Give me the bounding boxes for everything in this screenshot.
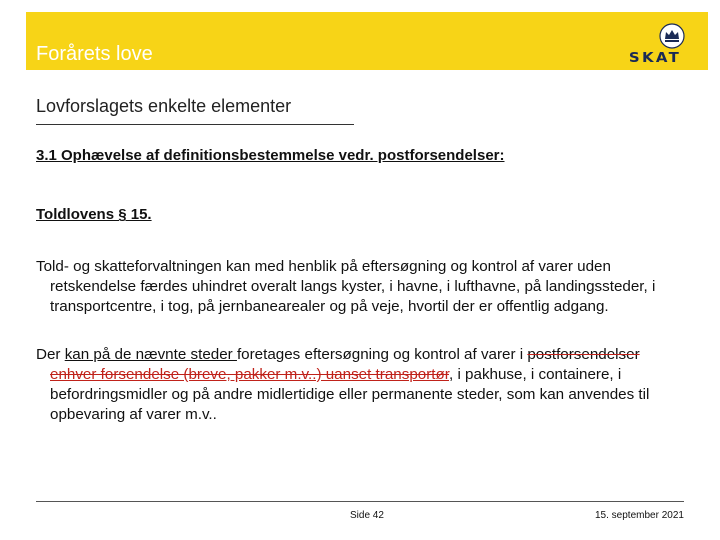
header-banner (26, 12, 708, 70)
paragraph-2-deleted-text: postforsendelser (527, 346, 640, 363)
paragraph-1: Told- og skatteforvaltningen kan med henblik på eftersøgning og kontrol af varer uden retskendelse færdes uhindret overalt langs kyster, i havne, i lufthavne, på landingssteder, i transportcentre, i tog, på jernbanearealer og på veje, hvortil der er offentlig adgang. (36, 258, 656, 315)
paragraph-2 (36, 345, 686, 425)
paragraph-2-text: pakhuse, i containere, i befordringsmidler og på andre midlertidige eller permanente steder, som kan anvendes til opbevaring af varer m.v.. (50, 366, 650, 423)
paragraph-2-text: foretages eftersøgning og kontrol af varer i (236, 346, 528, 363)
page-number: Side 42 (350, 510, 384, 521)
slide-title: Forårets love (36, 43, 153, 65)
slide-subtitle: Lovforslagets enkelte elementer (36, 96, 292, 116)
paragraph-2-inserted-text: kan på de nævnte steder (64, 346, 237, 363)
paragraph-2-text: Der (36, 346, 65, 363)
paragraph-2-text: , i (449, 366, 461, 383)
skat-logo (622, 22, 688, 66)
section-heading: 3.1 Ophævelse af definitionsbestemmelse vedr. postforsendelser: (36, 147, 505, 164)
subtitle-divider (36, 124, 354, 125)
paragraph-2-changed-text: enhver forsendelse (breve, pakker m.v..) uanset transportør (50, 366, 449, 383)
crown-crest-icon (657, 22, 687, 50)
footer-date: 15. september 2021 (595, 510, 684, 521)
logo-text: SKAT (628, 51, 682, 66)
footer-divider (36, 501, 684, 502)
law-reference: Toldlovens § 15. (36, 206, 152, 223)
